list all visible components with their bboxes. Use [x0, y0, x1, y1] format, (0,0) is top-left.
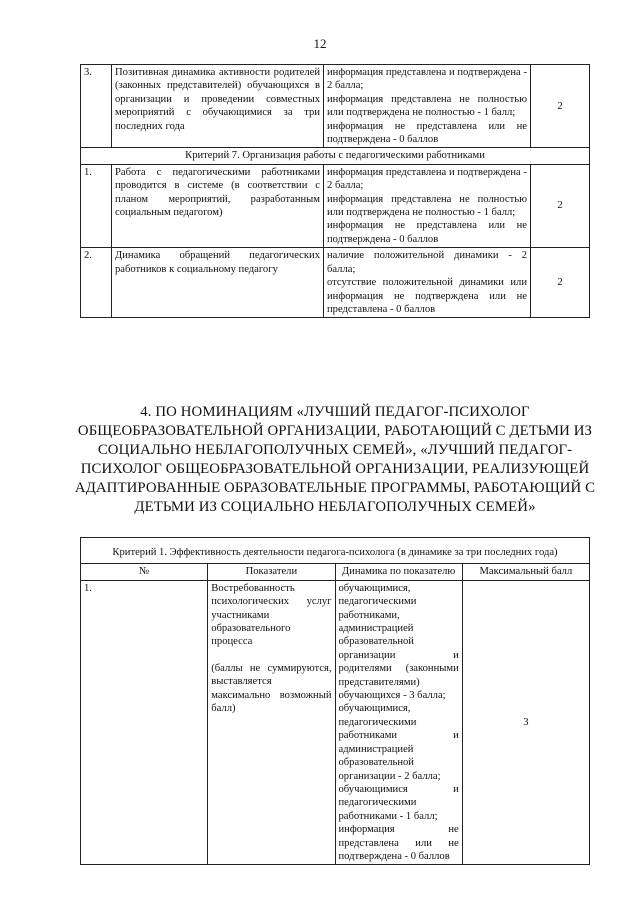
row-number: 1. — [81, 580, 208, 865]
page-number: 12 — [313, 36, 327, 51]
dynamics-cell — [324, 248, 531, 318]
dynamics-line: обучающимися и педагогическими работниками - 1 балл; — [338, 783, 459, 822]
max-points-cell: 2 — [531, 248, 590, 318]
dynamics-line: информация не представлена или не подтверждена - 0 баллов — [327, 220, 527, 245]
indicator-cell: Позитивная динамика активности родителей (законных представителей) обучающихся в организации и проведении совместных мероприятий с обучающимися за три последних года — [112, 65, 324, 148]
table-row — [81, 248, 590, 318]
dynamics-line: информация представлена и подтверждена - 2 балла; — [327, 67, 527, 92]
table-row — [81, 164, 590, 247]
header-dynamics: Динамика по показателю — [335, 564, 462, 580]
criteria-table-bottom — [80, 537, 590, 865]
criterion-7-title: Критерий 7. Организация работы с педагогическими работниками — [81, 148, 590, 164]
table-row — [81, 580, 590, 865]
header-num: № — [81, 564, 208, 580]
table-row — [81, 65, 590, 148]
header-max-points: Максимальный балл — [462, 564, 589, 580]
indicator-cell: Динамика обращений педагогических работников к социальному педагогу — [112, 248, 324, 318]
dynamics-line: отсутствие положительной динамики или информация не подтверждена или не представлена - 0 баллов — [327, 277, 527, 315]
criterion-row — [81, 538, 590, 564]
row-number: 2. — [81, 248, 112, 318]
row-number: 1. — [81, 164, 112, 247]
max-points-cell: 2 — [531, 65, 590, 148]
dynamics-cell — [335, 580, 462, 865]
indicator-text: Востребованность психологических услуг участниками образовательного процесса — [211, 582, 332, 648]
max-points-cell: 3 — [462, 580, 589, 865]
dynamics-cell — [324, 164, 531, 247]
header-indicators: Показатели — [208, 564, 335, 580]
max-points-cell: 2 — [531, 164, 590, 247]
indicator-note: (баллы не суммируются, выставляется максимально возможный балл) — [211, 662, 332, 715]
dynamics-line: обучающимися, педагогическими работниками, администрацией образовательной организации и родителями (законными представителями) обучающихся - 3 балла; — [338, 582, 459, 702]
row-number: 3. — [81, 65, 112, 148]
dynamics-line: информация представлена не полностью или подтверждена не полностью - 1 балл; — [327, 93, 527, 119]
dynamics-line: информация не представлена или не подтверждена - 0 баллов — [338, 824, 459, 862]
dynamics-line: информация представлена и подтверждена - 2 балла; — [327, 166, 527, 192]
indicator-cell — [208, 580, 335, 865]
header-row — [81, 564, 590, 580]
criterion-row — [81, 148, 590, 164]
dynamics-line: наличие положительной динамики - 2 балла; — [327, 250, 527, 275]
dynamics-cell — [324, 65, 531, 148]
section-heading: 4. ПО НОМИНАЦИЯМ «ЛУЧШИЙ ПЕДАГОГ-ПСИХОЛОГ ОБЩЕОБРАЗОВАТЕЛЬНОЙ ОРГАНИЗАЦИИ, РАБОТАЮЩИЙ С ДЕТЬМИ ИЗ СОЦИАЛЬНО НЕБЛАГОПОЛУЧНЫХ СЕМЕЙ», «ЛУЧШИЙ ПЕДАГОГ-ПСИХОЛОГ ОБЩЕОБРАЗОВАТЕЛЬНОЙ ОРГАНИЗАЦИИ, РЕАЛИЗУЮЩЕЙ АДАПТИРОВАННЫЕ ОБРАЗОВАТЕЛЬНЫЕ ПРОГРАММЫ, РАБОТАЮЩИЙ С ДЕТЬМИ ИЗ СОЦИАЛЬНО НЕБЛАГОПОЛУЧНЫХ СЕМЕЙ» — [74, 404, 596, 515]
dynamics-line: обучающимися, педагогическими работниками и администрацией образовательной организации - 2 балла; — [338, 703, 459, 782]
criterion-1-title: Критерий 1. Эффективность деятельности педагога-психолога (в динамике за три последних года) — [81, 538, 590, 564]
dynamics-line: информация представлена не полностью или подтверждена не полностью - 1 балл; — [327, 193, 527, 219]
dynamics-line: информация не представлена или не подтверждена - 0 баллов — [327, 120, 527, 146]
indicator-cell: Работа с педагогическими работниками проводится в системе (в соответствии с планом мероприятий, разработанным социальным педагогом) — [112, 164, 324, 247]
criteria-table-top — [80, 64, 590, 318]
